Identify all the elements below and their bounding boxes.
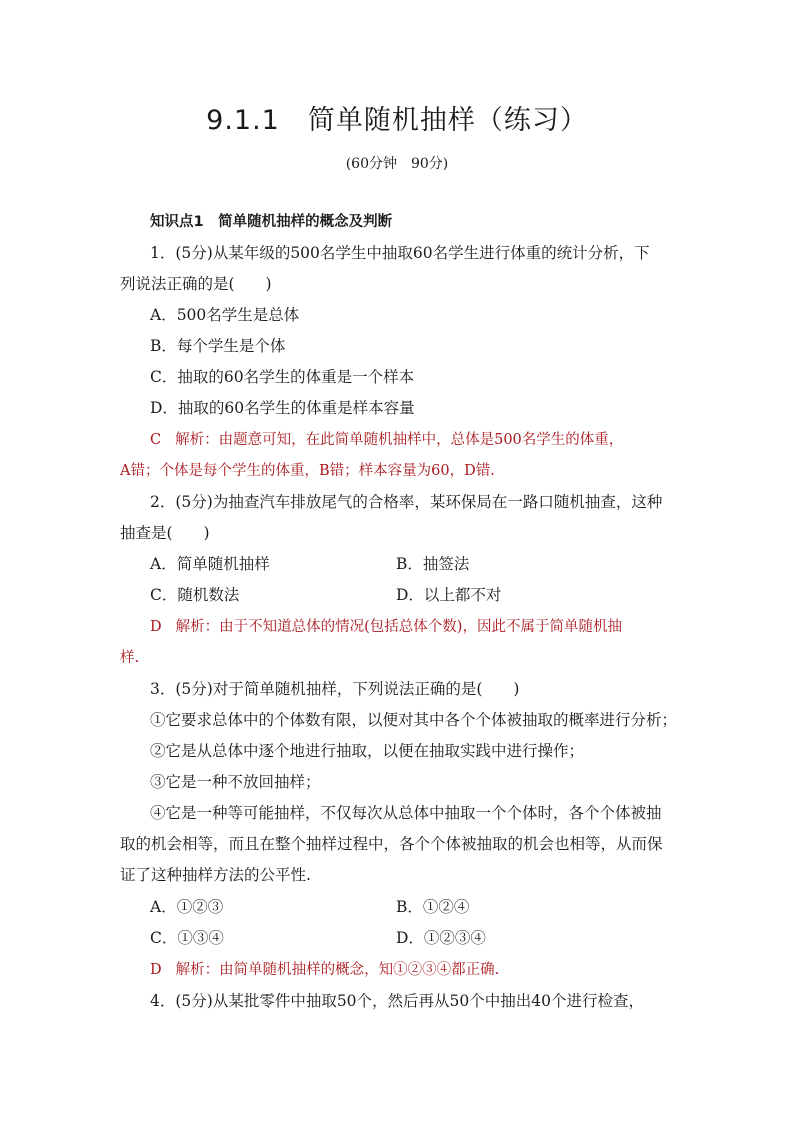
question-1-option-d: D．抽取的60名学生的体重是样本容量 xyxy=(150,399,415,417)
question-1-stem-cont: 列说法正确的是( ) xyxy=(120,275,272,293)
question-4-stem: 4．(5分)从某批零件中抽取50个，然后再从50个中抽出40个进行检查， xyxy=(150,992,644,1010)
question-2-stem-cont: 抽查是( ) xyxy=(120,524,210,542)
question-3-option-d: D．①②③④ xyxy=(396,929,486,947)
page-title: 9.1.1 简单随机抽样（练习） xyxy=(206,105,588,136)
question-2-option-c: C．随机数法 xyxy=(150,586,240,604)
answer-letter: D xyxy=(150,619,162,635)
question-3-statement-4: ④它是一种等可能抽样，不仅每次从总体中抽取一个个体时，各个个体被抽 xyxy=(150,804,662,822)
question-2-answer xyxy=(150,615,622,636)
question-3-stem: 3．(5分)对于简单随机抽样，下列说法正确的是( ) xyxy=(150,680,520,698)
answer-explanation: 解析：由简单随机抽样的概念，知 xyxy=(175,962,394,978)
answer-letter: C xyxy=(150,432,162,448)
question-2-answer-cont: 样. xyxy=(120,650,140,666)
question-1-option-b: B．每个学生是个体 xyxy=(150,337,286,355)
question-1-option-c: C．抽取的60名学生的体重是一个样本 xyxy=(150,368,415,386)
question-3-statement-4-cont: 取的机会相等，而且在整个抽样过程中，各个个体被抽取的机会也相等，从而保 xyxy=(120,835,663,853)
question-3-statement-1: ①它要求总体中的个体数有限，以便对其中各个个体被抽取的概率进行分析； xyxy=(150,711,678,729)
answer-circled-numbers: ①②③④ xyxy=(393,962,452,978)
question-3-option-b: B．①②④ xyxy=(396,898,470,916)
question-3-option-a: A．①②③ xyxy=(150,898,224,916)
section-heading: 知识点1 简单随机抽样的概念及判断 xyxy=(150,214,393,230)
question-3-statement-4-end: 证了这种抽样方法的公平性. xyxy=(120,866,311,884)
answer-explanation: 解析：由于不知道总体的情况(包括总体个数)，因此不属于简单随机抽 xyxy=(175,619,622,635)
question-2-option-a: A．简单随机抽样 xyxy=(150,555,270,573)
question-2-option-b: B．抽签法 xyxy=(396,555,470,573)
question-1-answer xyxy=(150,428,623,449)
question-2-stem: 2．(5分)为抽查汽车排放尾气的合格率，某环保局在一路口随机抽查，这种 xyxy=(150,493,663,511)
time-score: (60分钟 90分) xyxy=(345,156,449,172)
question-3-option-c: C．①③④ xyxy=(150,929,224,947)
answer-explanation-end: 都正确. xyxy=(451,962,500,978)
question-2-option-d: D．以上都不对 xyxy=(396,586,502,604)
answer-letter: D xyxy=(150,962,162,978)
question-1-answer-cont: A错；个体是每个学生的体重，B错；样本容量为60，D错. xyxy=(120,463,495,479)
question-1-stem: 1．(5分)从某年级的500名学生中抽取60名学生进行体重的统计分析，下 xyxy=(150,244,650,262)
question-3-statement-2: ②它是从总体中逐个地进行抽取，以便在抽取实践中进行操作； xyxy=(150,742,585,760)
answer-explanation: 解析：由题意可知，在此简单随机抽样中，总体是500名学生的体重， xyxy=(175,432,624,448)
question-3-statement-3: ③它是一种不放回抽样； xyxy=(150,773,321,791)
question-3-answer xyxy=(150,958,499,979)
question-1-option-a: A．500名学生是总体 xyxy=(150,306,300,324)
